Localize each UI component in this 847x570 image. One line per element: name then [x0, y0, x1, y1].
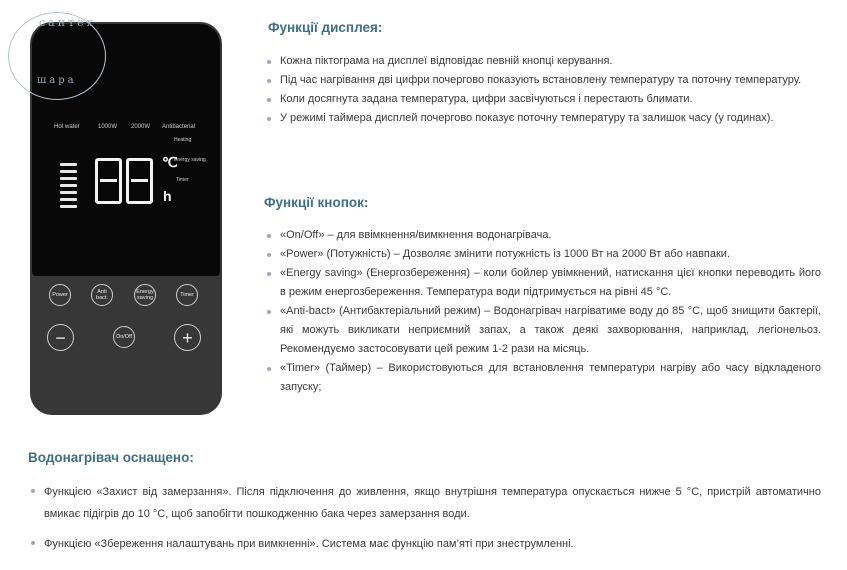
list-item: «Anti-bact» (Антибактеріальний режим) – Водонагрівач нагріватиме воду до 85 °С, щоб знищити бактерії, які можуть викликати неприємний запах, а також деякі захворювання, наприклад, легіонельоз. Рекомендуємо застосовувати цей режим 1-2 рази на місяць.	[264, 302, 821, 359]
button-functions-heading: Функції кнопок:	[264, 195, 369, 210]
list-item: «On/Off» – для ввімкнення/вимкнення водонагрівача.	[264, 226, 821, 245]
level-bars	[60, 163, 77, 212]
label-hot-water: Hot water	[54, 124, 80, 130]
digit-2	[126, 158, 153, 204]
status-energy-saving: Energy saving	[174, 157, 206, 163]
label-antibacterial: Antibacterial	[162, 124, 196, 130]
power-button[interactable]: Power	[49, 284, 71, 306]
digit-1	[95, 158, 122, 204]
display-functions-heading: Функції дисплея:	[268, 20, 383, 35]
display-functions-list	[264, 52, 821, 128]
list-item: «Energy saving» (Енергозбереження) – коли бойлер увімкнений, натискання цієї кнопки переводить його в режим енергозбереження. Температура води підтримується на рівні 45 °С.	[264, 264, 821, 302]
list-item: «Timer» (Таймер) – Використовуються для встановлення температури нагріву або часу відкладеного запуску;	[264, 359, 821, 397]
list-item: Функцією «Захист від замерзання». Після підключення до живлення, якщо внутрішня температура опускається нижче 5 °С, пристрій автоматично вмикає підігрів до 10 °С, щоб запобігти пошкодженню бака через замерзання води.	[28, 481, 821, 525]
plus-button[interactable]: +	[174, 324, 201, 351]
celsius-icon: ℃	[162, 154, 178, 170]
list-item: Функцією «Збереження налаштувань при вимкненні». Система має функцію пам’яті при знеструмленні.	[28, 533, 821, 555]
label-2000w: 2000W	[131, 124, 151, 130]
minus-button[interactable]: −	[47, 324, 74, 351]
button-functions-list	[264, 226, 821, 397]
list-item: Під час нагрівання дві цифри почергово показують встановлену температуру та поточну температуру.	[264, 71, 821, 90]
list-item: У режимі таймера дисплей почергово показує поточну температуру та залишок часу (у годинах).	[264, 109, 821, 128]
energy-saving-button[interactable]: Energy saving	[134, 284, 156, 306]
status-timer: Timer	[176, 177, 189, 183]
equipped-list	[28, 481, 821, 555]
status-heating: Heating	[174, 137, 192, 143]
list-item: «Power» (Потужність) – Дозволяє змінити потужність із 1000 Вт на 2000 Вт або навпаки.	[264, 245, 821, 264]
list-item: Кожна піктограма на дисплеї відповідає певній кнопці керування.	[264, 52, 821, 71]
anti-bact-button[interactable]: Anti bact.	[91, 284, 113, 306]
timer-button[interactable]: Timer	[176, 284, 198, 306]
on-off-button[interactable]: On/Off	[113, 326, 135, 348]
watermark-stamp: сантех шара	[8, 12, 106, 100]
equipped-heading: Водонагрівач оснащено:	[28, 450, 194, 465]
list-item: Коли досягнута задана температура, цифри засвічуються і перестають блимати.	[264, 90, 821, 109]
hours-icon: h	[163, 188, 172, 204]
label-1000w: 1000W	[98, 124, 118, 130]
